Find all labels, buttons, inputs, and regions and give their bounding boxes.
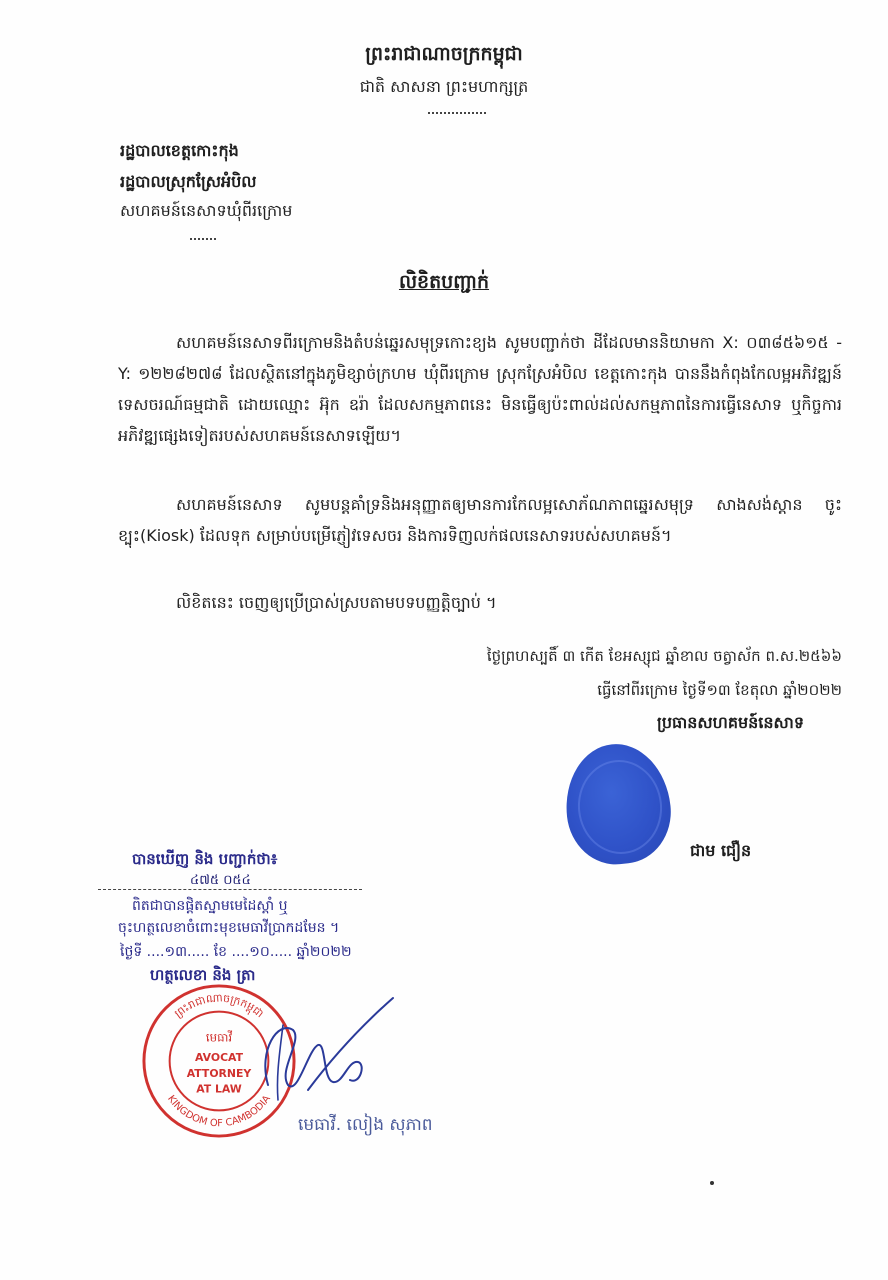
stray-mark	[710, 1181, 714, 1185]
body-paragraph-2: សហគមន៍នេសាទ សូមបន្តគាំទ្រនិងអនុញ្ញាតឲ្យមានការកែលម្អសោភ័ណភាពឆ្នេរសមុទ្រ សាងសង់ស្តាន ចូះ ខ្បុះ(Kiosk) ដែលទុក សម្រាប់បម្រើភ្ញៀវទេសចរ និងការទិញលក់ផលនេសាទរបស់សហគមន៍។	[118, 495, 842, 545]
certification-office: ហត្ថលេខា និង ត្រា	[150, 966, 256, 984]
seal-outer-text: ព្រះរាជាណាចក្រកម្ពុជា	[171, 991, 267, 1021]
certification-line-2: ចុះហត្ថលេខាចំពោះមុខមេធាវីប្រាកដមែន ។	[118, 920, 340, 936]
signer-name: ជាម ជឿន	[690, 841, 752, 860]
seal-line-avocat: AVOCAT	[194, 1051, 244, 1064]
document-title	[0, 270, 888, 298]
signature-underline	[277, 1025, 283, 1100]
sender-community: សហគមន៍នេសាទឃុំពីរក្រោម	[120, 201, 293, 220]
certification-line-1: ពិតជាបានផ្តិតស្នាមមេដៃស្តាំ ឬ	[132, 898, 288, 914]
signer-role: ប្រធានសហគមន៍នេសាទ	[657, 713, 804, 732]
body-paragraph-3: លិខិតនេះ ចេញឲ្យប្រើប្រាស់ស្របតាមបទបញ្ញត្តិច្បាប់ ។	[176, 593, 497, 612]
sender-district: រដ្ឋបាលស្រុកស្រែអំបិល	[120, 172, 257, 191]
signature-stroke	[265, 998, 393, 1090]
certification-handwritten-ref: ៤៧៥ ០៥៤	[190, 873, 251, 888]
header-ornament	[428, 112, 486, 114]
lunar-date: ថ្ងៃព្រហស្បតិ៍ ៣ កើត ខែអស្សុជ ឆ្នាំខាល ចត្វាស័ក ព.ស.២៥៦៦	[486, 647, 842, 665]
body-paragraph-1: សហគមន៍នេសាទពីរក្រោមនិងតំបន់ឆ្នេរសមុទ្រកោះខ្យង សូមបញ្ជាក់ថា ដីដែលមាននិយាមកា X: ០៣៨៥៦១៥ - Y: ១២២៨២៧៨ ដែលស្ថិតនៅក្នុងភូមិខ្សាច់ក្រហម ឃុំពីរក្រោម ស្រុកស្រែអំបិល ខេត្តកោះកុង បាននឹងកំពុងកែលម្អអភិវឌ្ឍន៍ទេសចរណ៍ធម្មជាតិ ដោយឈ្មោះ អ៊ុក ឧរ៉ា ដែលសកម្មភាពនេះ មិនធ្វើឲ្យប៉ះពាល់ដល់សកម្មភាពនៃការធ្វើនេសាទ ឬកិច្ចការអភិវឌ្ឍផ្សេងទៀតរបស់សហគមន៍នេសាទឡើយ។	[118, 333, 842, 445]
seal-bottom-text: KINGDOM OF CAMBODIA	[165, 1093, 273, 1130]
solar-date: ធ្វើនៅពីរក្រោម ថ្ងៃទី១៣ ខែតុលា ឆ្នាំ២០២២	[597, 681, 842, 699]
seal-khmer-label: មេធាវី	[205, 1030, 233, 1045]
document-title-text: លិខិតបញ្ជាក់	[398, 271, 490, 293]
certification-divider	[98, 889, 362, 890]
lawyer-signature	[248, 990, 398, 1110]
certification-date: ថ្ងៃទី ....១៣..... ខែ ....១០..... ឆ្នាំ២០២២	[120, 944, 352, 960]
lawyer-name: មេធាវី. លៀង សុភាព	[298, 1115, 433, 1135]
kingdom-heading: ព្រះរាជាណាចក្រកម្ពុជា	[365, 43, 523, 65]
sender-province: រដ្ឋបាលខេត្តកោះកុង	[120, 141, 239, 160]
seal-line-at-law: AT LAW	[196, 1082, 242, 1096]
certification-heading: បានឃើញ និង បញ្ជាក់ថា៖	[132, 850, 278, 868]
sender-ornament	[190, 238, 216, 240]
seal-line-attorney: ATTORNEY	[186, 1066, 252, 1080]
national-motto: ជាតិ សាសនា ព្រះមហាក្សត្រ	[359, 77, 529, 96]
